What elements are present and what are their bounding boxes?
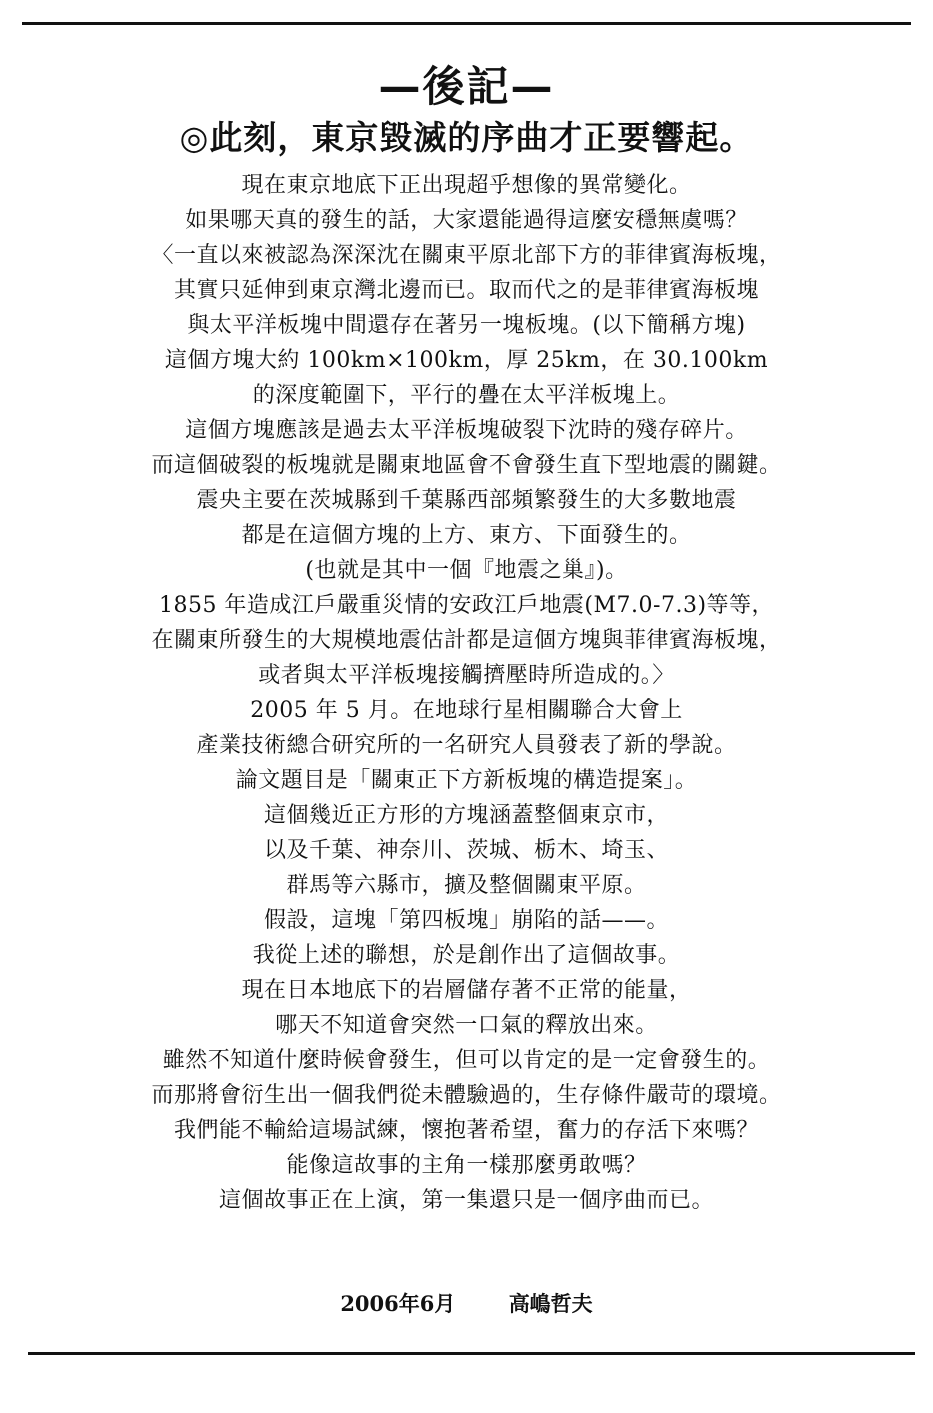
body-line: 的深度範圍下，平行的疊在太平洋板塊上。 bbox=[252, 383, 681, 408]
signature-author: 高嶋哲夫 bbox=[508, 1291, 593, 1316]
body-line: 2005 年 5 月。在地球行星相關聯合大會上 bbox=[250, 698, 683, 723]
signature-date: 2006年6月 bbox=[340, 1291, 456, 1316]
body-line: 而這個破裂的板塊就是關東地區會不會發生直下型地震的關鍵。 bbox=[151, 453, 782, 478]
body-line: 在關東所發生的大規模地震估計都是這個方塊與菲律賓海板塊， bbox=[151, 628, 782, 653]
body-line: 如果哪天真的發生的話，大家還能過得這麼安穩無虞嗎？ bbox=[185, 208, 748, 233]
body-line: 我從上述的聯想，於是創作出了這個故事。 bbox=[252, 943, 681, 968]
body-line: 1855 年造成江戶嚴重災情的安政江戶地震(M7.0-7.3)等等， bbox=[158, 593, 775, 618]
body-line: 能像這故事的主角一樣那麼勇敢嗎？ bbox=[286, 1153, 647, 1178]
body-line: 其實只延伸到東京灣北邊而已。取而代之的是菲律賓海板塊 bbox=[173, 278, 759, 303]
bottom-rule bbox=[28, 1352, 915, 1355]
body-line: 〈一直以來被認為深深沈在關東平原北部下方的菲律賓海板塊， bbox=[151, 243, 782, 268]
body-line: 論文題目是「關東正下方新板塊的構造提案」。 bbox=[235, 768, 698, 793]
body-line: 而那將會衍生出一個我們從未體驗過的，生存條件嚴苛的環境。 bbox=[151, 1083, 782, 1108]
body-line: 我們能不輸給這場試練，懷抱著希望，奮力的存活下來嗎？ bbox=[173, 1118, 759, 1143]
body-line: (也就是其中一個『地震之巢』)。 bbox=[305, 558, 628, 583]
page-title: —後記— bbox=[378, 62, 555, 111]
body-line: 這個方塊大約 100km×100km，厚 25km，在 30.100km bbox=[164, 348, 769, 373]
body-line: 這個故事正在上演，第一集還只是一個序曲而已。 bbox=[218, 1188, 714, 1213]
body-line: 這個幾近正方形的方塊涵蓋整個東京市， bbox=[263, 803, 669, 828]
body-line: 以及千葉、神奈川、茨城、栃木、埼玉、 bbox=[263, 838, 669, 863]
body-line: 現在日本地底下的岩層儲存著不正常的能量， bbox=[241, 978, 692, 1003]
body-line: 都是在這個方塊的上方、東方、下面發生的。 bbox=[241, 523, 692, 548]
body-line: 產業技術總合研究所的一名研究人員發表了新的學說。 bbox=[196, 733, 737, 758]
body-line: 這個方塊應該是過去太平洋板塊破裂下沈時的殘存碎片。 bbox=[185, 418, 748, 443]
body-line: 震央主要在茨城縣到千葉縣西部頻繁發生的大多數地震 bbox=[196, 488, 737, 513]
body-line: 假設，這塊「第四板塊」崩陷的話——。 bbox=[263, 908, 669, 933]
top-rule bbox=[22, 22, 911, 25]
body-line: 與太平洋板塊中間還存在著另一塊板塊。(以下簡稱方塊) bbox=[187, 313, 746, 338]
body-line: 群馬等六縣市，擴及整個關東平原。 bbox=[286, 873, 647, 898]
body-line: 雖然不知道什麼時候會發生，但可以肯定的是一定會發生的。 bbox=[162, 1048, 771, 1073]
afterword-body bbox=[60, 168, 873, 1218]
signature bbox=[0, 1288, 933, 1318]
body-line: 或者與太平洋板塊接觸擠壓時所造成的。〉 bbox=[258, 663, 675, 688]
page-subtitle: ◎此刻，東京毀滅的序曲才正要響起。 bbox=[179, 118, 754, 157]
body-line: 哪天不知道會突然一口氣的釋放出來。 bbox=[275, 1013, 658, 1038]
body-line: 現在東京地底下正出現超乎想像的異常變化。 bbox=[241, 173, 692, 198]
